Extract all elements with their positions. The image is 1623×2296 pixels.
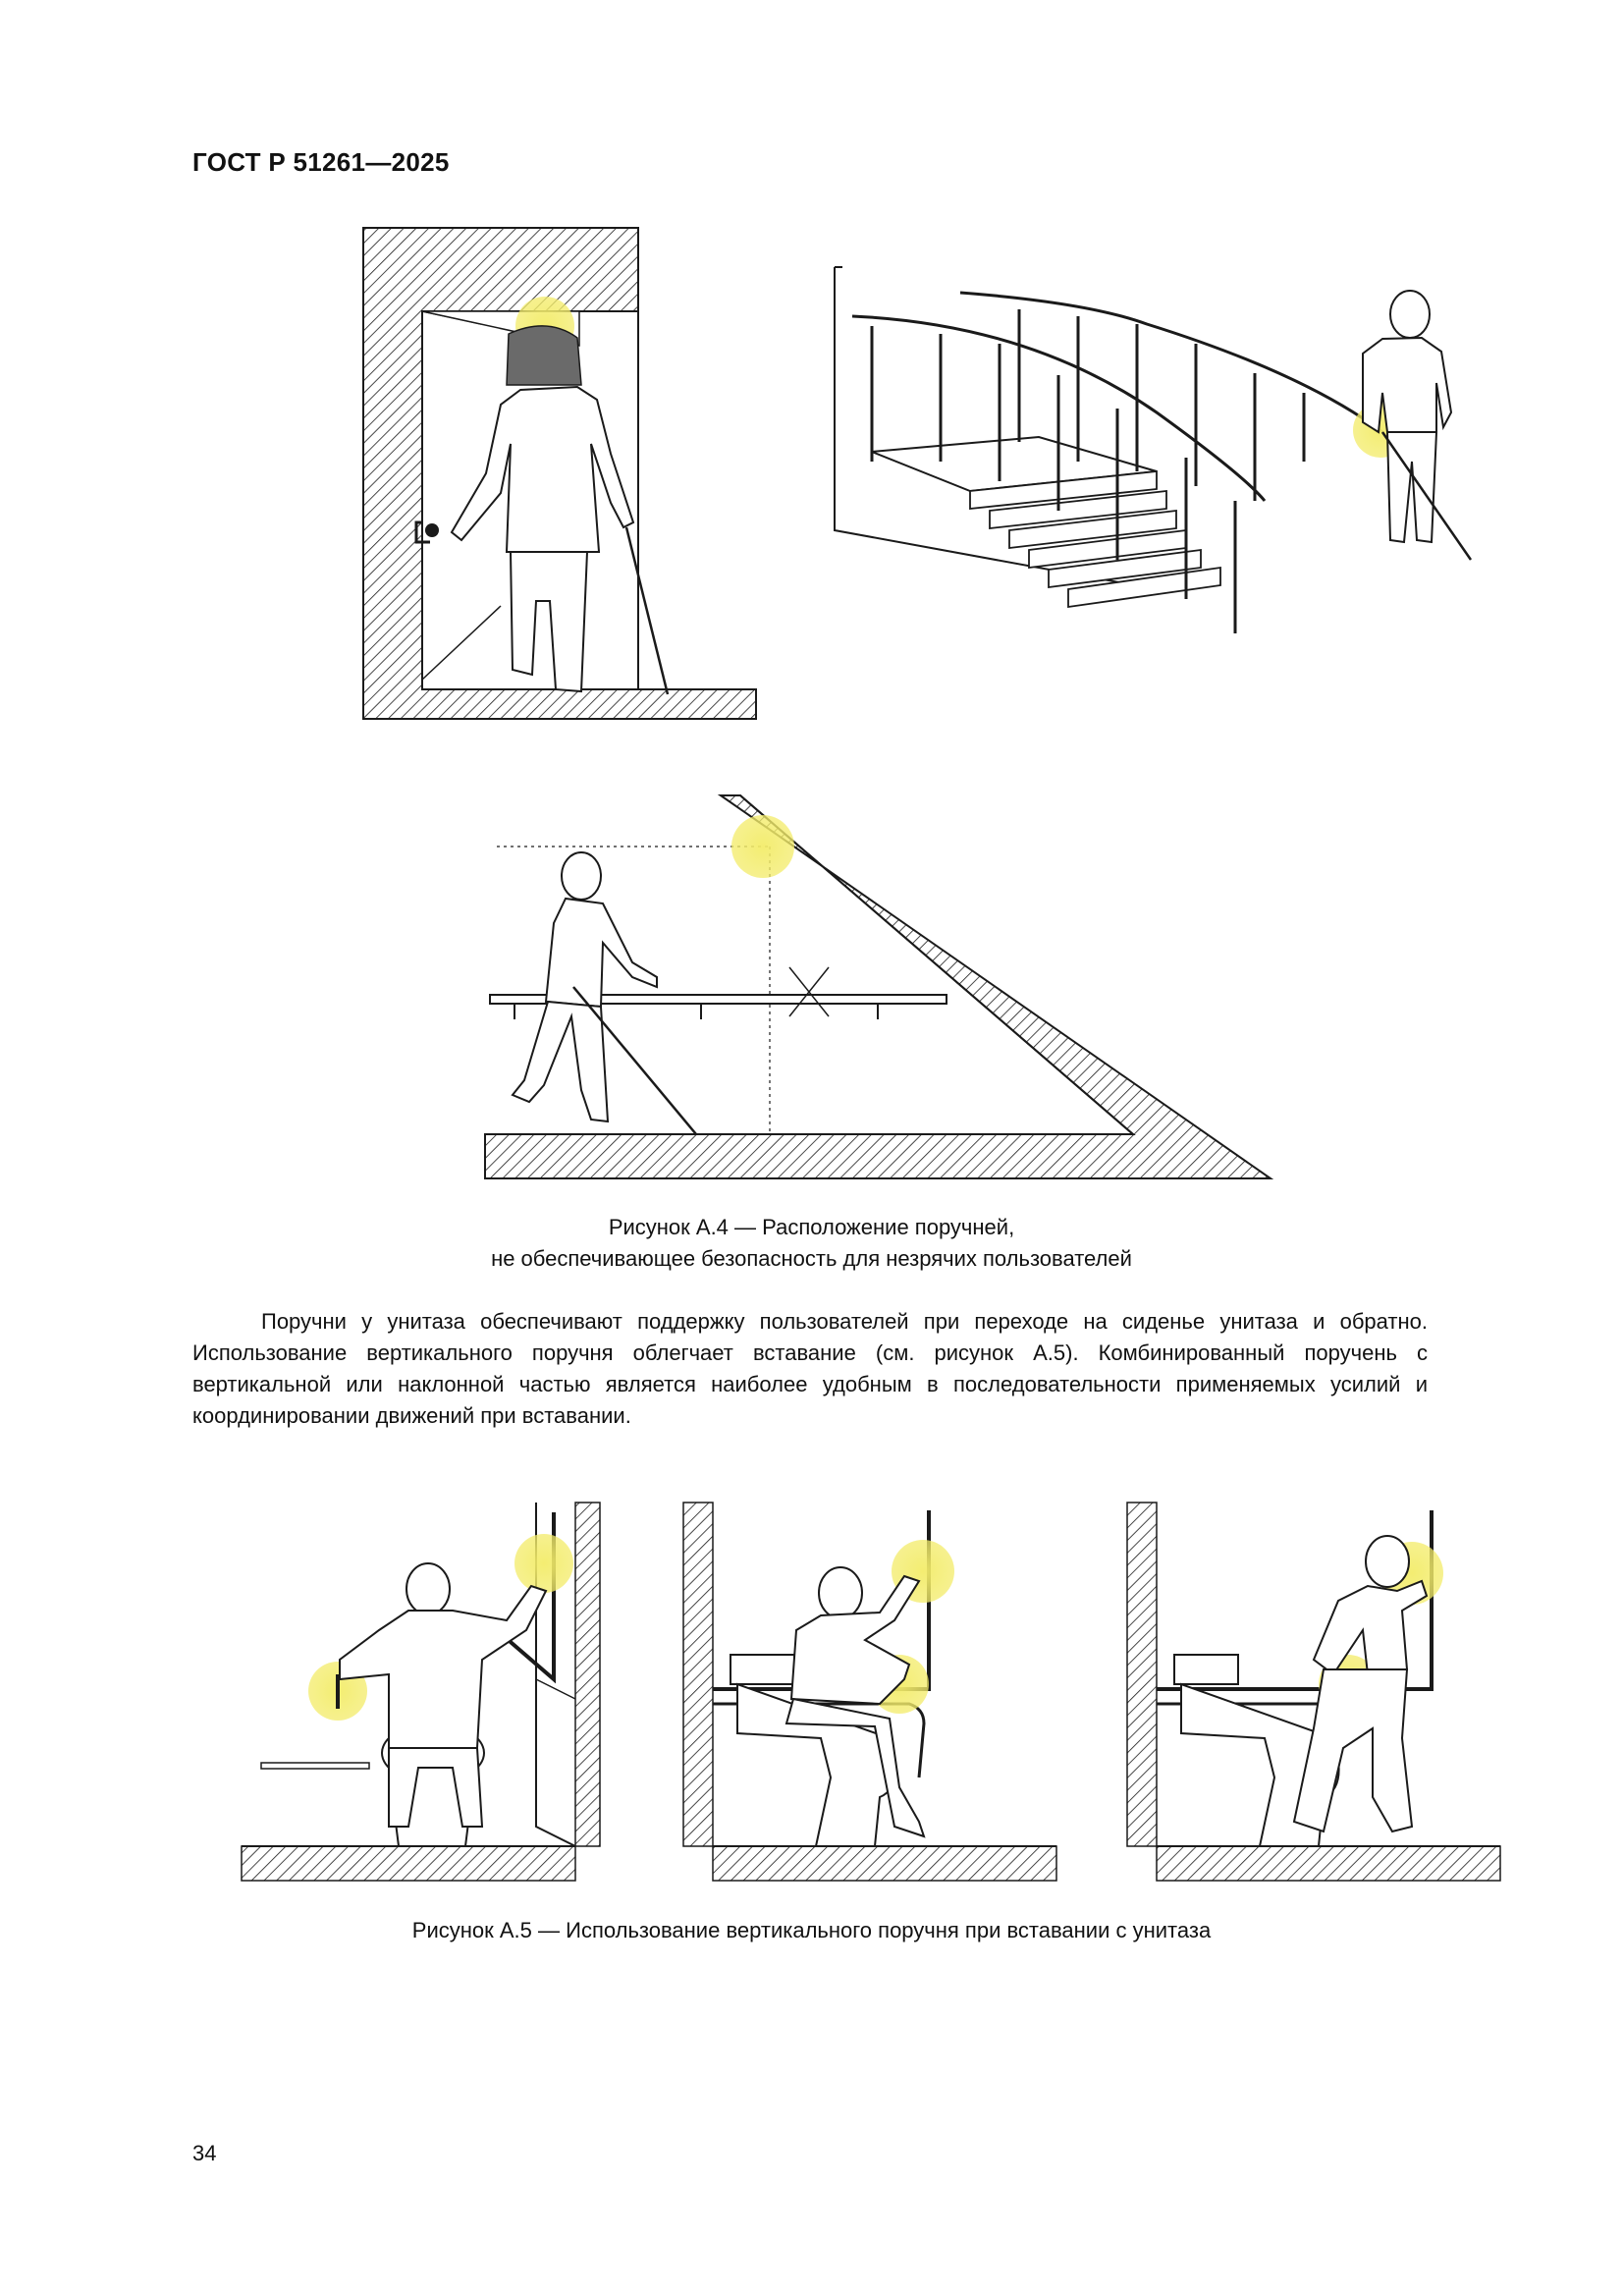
figure-a4-staircase-illustration — [833, 265, 1481, 638]
figure-a4-slope-illustration — [485, 795, 1271, 1188]
figure-a4-corridor-illustration — [353, 228, 766, 758]
figure-a5-panel-3 — [1127, 1503, 1500, 1886]
body-paragraph — [192, 1306, 1428, 1432]
figure-a5-panel-2 — [683, 1503, 1056, 1886]
page-number: 34 — [192, 2141, 217, 2165]
figure-a5-panel-1 — [242, 1503, 600, 1886]
figure-a5-caption: Рисунок А.5 — Использование вертикального поручня при вставании с унитаза — [411, 1918, 1212, 1942]
figure-a4-caption-line-1: Рисунок А.4 — Расположение поручней, — [608, 1215, 1015, 1239]
body-paragraph-text: Поручни у унитаза обеспечивают поддержку пользователей при переходе на сиденье унитаза и обратно. Использование вертикального поручня облегчает вставание (см. рисунок А.5). Комбинированный поручень с вертикальной или наклонной частью является наиболее удобным в последовательности применяемых усилий и координировании движений при вставании. — [192, 1309, 1428, 1428]
document-header: ГОСТ Р 51261—2025 — [192, 147, 450, 177]
figure-a4-caption-line-2: не обеспечивающее безопасность для незрячих пользователей — [491, 1246, 1132, 1271]
